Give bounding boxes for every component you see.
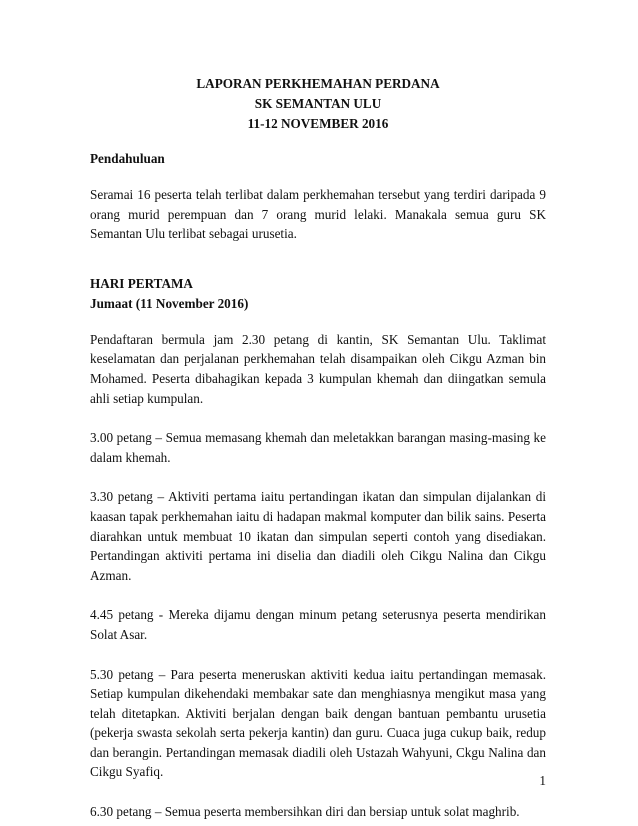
day-one-subheading: Jumaat (11 November 2016) [90, 295, 249, 311]
title-line-2: SK SEMANTAN ULU [254, 96, 382, 111]
paragraph-3-00: 3.00 petang – Semua memasang khemah dan meletakkan barangan masing-masing ke dalam khemah. [90, 430, 546, 465]
paragraph-5-30: 5.30 petang – Para peserta meneruskan aktiviti kedua iaitu pertandingan memasak. Setiap kumpulan dikehendaki membakar sate dan menghiasnya mengikut masa yang telah ditetapkan. Aktiviti berjalan dengan baik dengan bantuan pembantu urusetia (pekerja swasta sekolah serta pekerja kantin) dan guru. Cuaca juga cukup baik, redup dan berangin. Pertandingan memasak diadili oleh Ustazah Wahyuni, Ckgu Nalina dan Cikgu Syafiq. [90, 666, 546, 780]
report-title [90, 74, 546, 134]
paragraph-4-45: 4.45 petang - Mereka dijamu dengan minum petang seterusnya peserta mendirikan Solat Asar. [90, 607, 546, 642]
paragraph-3-30: 3.30 petang – Aktiviti pertama iaitu pertandingan ikatan dan simpulan dijalankan di kaasan tapak perkhemahan iaitu di hadapan makmal komputer dan bilik sains. Peserta diarahkan untuk membuat 10 ikatan dan simpulan seperti contoh yang disediakan. Pertandingan aktiviti pertama ini diselia dan diadili oleh Cikgu Nalina dan Cikgu Azman. [90, 489, 546, 583]
paragraph-6-30: 6.30 petang – Semua peserta membersihkan diri dan bersiap untuk solat maghrib. [90, 804, 520, 820]
intro-paragraph: Seramai 16 peserta telah terlibat dalam perkhemahan tersebut yang terdiri daripada 9 orang murid perempuan dan 7 orang murid lelaki. Manakala semua guru SK Semantan Ulu terlibat sebagai urusetia. [90, 187, 546, 242]
intro-heading: Pendahuluan [90, 151, 165, 166]
title-line-1: LAPORAN PERKHEMAHAN PERDANA [196, 76, 440, 91]
paragraph-registration: Pendaftaran bermula jam 2.30 petang di kantin, SK Semantan Ulu. Taklimat keselamatan dan perjalanan perkhemahan telah disampaikan oleh Cikgu Azman bin Mohamed. Peserta dibahagikan kepada 3 kumpulan khemah dan diingatkan semula ahli setiap kumpulan. [90, 331, 546, 406]
day-one-heading: HARI PERTAMA [90, 275, 193, 291]
title-line-3: 11-12 NOVEMBER 2016 [247, 116, 389, 131]
page-number: 1 [539, 773, 546, 788]
